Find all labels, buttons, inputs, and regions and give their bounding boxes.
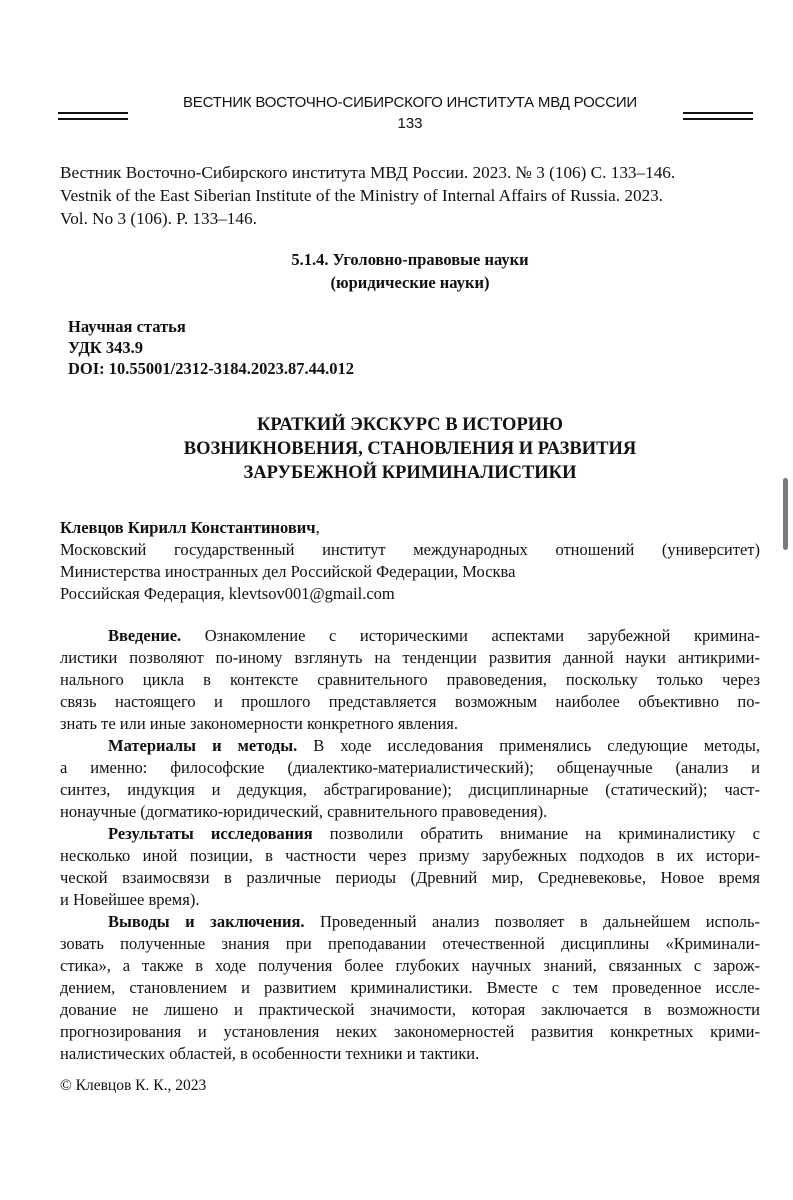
affiliation-line3: Российская Федерация, klevtsov001@gmail.com bbox=[60, 584, 395, 603]
udk-code: УДК 343.9 bbox=[68, 338, 144, 357]
author-name-line bbox=[60, 517, 760, 539]
abstract-line: нального цикла в контексте сравнительного правоведения, поскольку только через bbox=[60, 670, 760, 689]
abstract-line: а именно: философские (диалектико-материалистический); общенаучные (анализ и bbox=[60, 758, 760, 777]
abstract-line: зовать полученные знания при преподавании отечественной дисциплины «Криминали- bbox=[60, 934, 760, 953]
abstract-line: Выводы и заключения. Проведенный анализ позволяет в дальнейшем исполь- bbox=[108, 912, 760, 931]
abstract-line: прогнозирования и установления неких закономерностей развития конкретных крими- bbox=[60, 1022, 760, 1041]
abstract-line: нонаучные (догматико-юридический, сравнительного правоведения). bbox=[60, 802, 548, 821]
abstract-line: дением, становлением и развитием криминалистики. Вместе с тем проведенное иссле- bbox=[60, 978, 760, 997]
author-block bbox=[60, 517, 760, 605]
abstract-introduction bbox=[60, 625, 760, 735]
citation-block bbox=[60, 161, 745, 230]
article-type: Научная статья bbox=[68, 317, 186, 336]
subject-rubric bbox=[60, 248, 760, 294]
abstract-line: ческой взаимосвязи в различные периоды (Древний мир, Средневековье, Новое время bbox=[60, 868, 760, 887]
abstract-line: Введение. Ознакомление с историческими аспектами зарубежной кримина- bbox=[108, 626, 760, 645]
abstract-line: знать те или иные закономерности конкретного явления. bbox=[60, 714, 458, 733]
article-meta bbox=[68, 316, 354, 379]
author-name: Клевцов Кирилл Константинович bbox=[60, 518, 316, 537]
section-label: Результаты исследования bbox=[108, 824, 313, 843]
article-title bbox=[60, 413, 760, 485]
affiliation-line1: Московский государственный институт международных отношений (университет) bbox=[60, 540, 760, 559]
title-line1: КРАТКИЙ ЭКСКУРС В ИСТОРИЮ bbox=[257, 415, 563, 435]
author-name-comma: , bbox=[315, 518, 320, 537]
page-number: 133 bbox=[397, 115, 423, 132]
abstract-line: стика», а также в ходе получения более глубоких научных знаний, связанных с зарож- bbox=[60, 956, 760, 975]
abstract-line: Результаты исследования позволили обратить внимание на криминалистику с bbox=[108, 824, 760, 843]
header-rule-right bbox=[683, 112, 753, 121]
header-rule-left bbox=[58, 112, 128, 121]
copyright-notice: © Клевцов К. К., 2023 bbox=[60, 1077, 207, 1094]
abstract-line: налистических областей, в особенности техники и тактики. bbox=[60, 1044, 480, 1063]
scrollbar-thumb[interactable] bbox=[783, 478, 788, 550]
rubric-line1: 5.1.4. Уголовно-правовые науки bbox=[291, 250, 529, 269]
title-line3: ЗАРУБЕЖНОЙ КРИМИНАЛИСТИКИ bbox=[243, 463, 577, 483]
citation-en-line1: Vestnik of the East Siberian Institute of the Ministry of Internal Affairs of Russia. 2023. bbox=[60, 186, 664, 205]
abstract-line: синтез, индукция и дедукция, абстрагирование); дисциплинарные (статический); част- bbox=[60, 780, 760, 799]
abstract-line: Материалы и методы. В ходе исследования применялись следующие методы, bbox=[108, 736, 760, 755]
abstract-line: связь настоящего и прошлого представляется возможным наиболее объективно по- bbox=[60, 692, 760, 711]
running-header bbox=[0, 92, 793, 142]
title-line2: ВОЗНИКНОВЕНИЯ, СТАНОВЛЕНИЯ И РАЗВИТИЯ bbox=[183, 439, 637, 459]
doi: DOI: 10.55001/2312-3184.2023.87.44.012 bbox=[68, 359, 354, 378]
abstract-methods bbox=[60, 735, 760, 823]
abstract-line: и Новейшее время). bbox=[60, 890, 200, 909]
citation-ru: Вестник Восточно-Сибирского института МВД России. 2023. № 3 (106) С. 133–146. bbox=[60, 163, 676, 182]
abstract-line: дование не лишено и практической значимости, которая заключается в возможности bbox=[60, 1000, 760, 1019]
abstract-line: несколько иной позиции, в частности через призму зарубежных подходов в их истори- bbox=[60, 846, 760, 865]
section-label: Введение. bbox=[108, 626, 182, 645]
section-label: Материалы и методы. bbox=[108, 736, 298, 755]
citation-en-line2: Vol. No 3 (106). P. 133–146. bbox=[60, 209, 257, 228]
abstract-line: листики позволяют по-иному взглянуть на тенденции развития данной науки антикрими- bbox=[60, 648, 760, 667]
journal-title: ВЕСТНИК ВОСТОЧНО-СИБИРСКОГО ИНСТИТУТА МВД РОССИИ bbox=[182, 94, 637, 111]
rubric-line2: (юридические науки) bbox=[330, 273, 490, 292]
abstract-conclusions bbox=[60, 911, 760, 1065]
section-label: Выводы и заключения. bbox=[108, 912, 305, 931]
affiliation-line2: Министерства иностранных дел Российской Федерации, Москва bbox=[60, 562, 516, 581]
abstract-results bbox=[60, 823, 760, 911]
abstract bbox=[60, 625, 760, 1065]
